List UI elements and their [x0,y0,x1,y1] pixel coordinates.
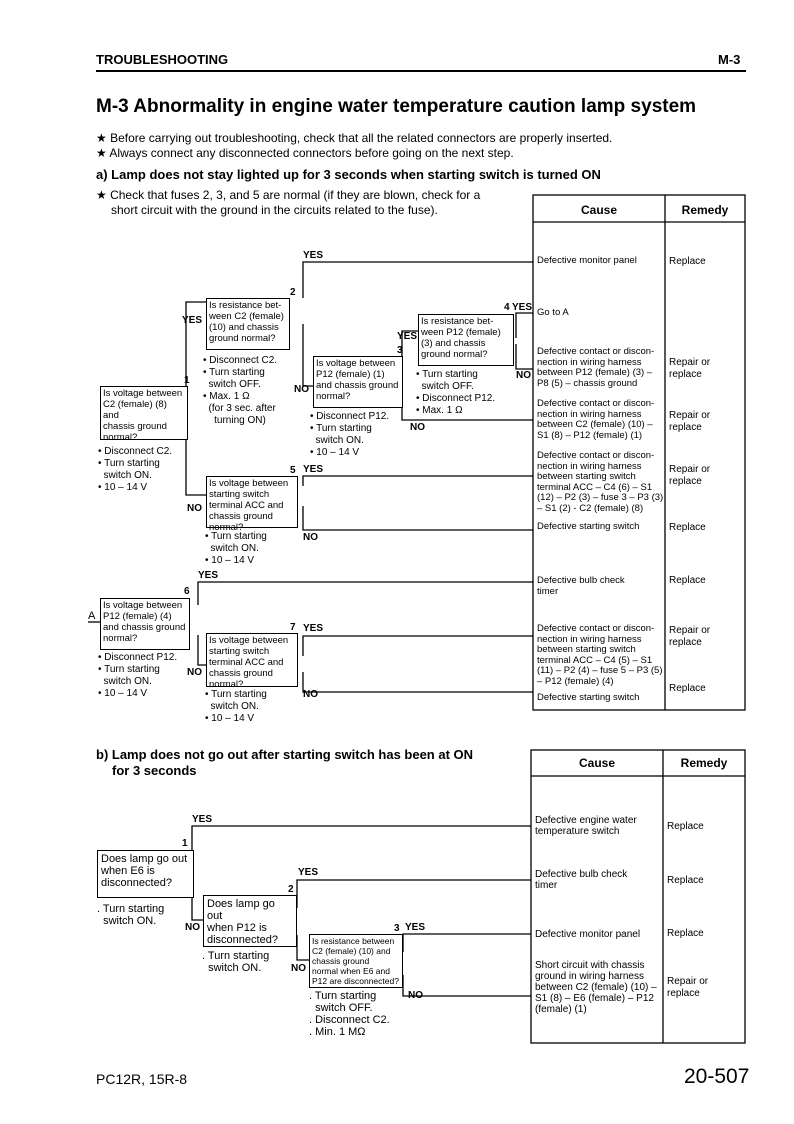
cause-a-9 [537,693,639,704]
no-label: NO [408,990,423,1001]
cause-line: Short circuit with chassis [535,960,645,971]
cause-line: nection in wiring harness [537,356,642,368]
yes-label: YES [198,570,219,581]
cause-b-4 [535,960,657,1015]
step-a2-conditions [203,355,277,427]
cond-line: switch ON. [98,470,152,481]
step-a3-conditions [310,411,389,459]
cond-line: switch ON. [310,435,364,446]
step-a1-number: 1 [184,375,190,386]
cond-line: . Turn starting [202,950,270,962]
step-a1-conditions [98,446,172,494]
section-b-title-2: for 3 seconds [112,763,197,778]
step-a4-question [418,314,514,366]
q-line: Is voltage between [103,600,183,611]
yes-label: YES [397,331,418,342]
note-1: ★ Before carrying out troubleshooting, check that all the related connectors are properly inserted. [96,131,613,145]
cause-line: between P12 (female) (3) – [537,367,653,378]
q-line: C2 (female) (8) and [103,399,167,421]
cause-line: temperature switch [535,826,620,837]
section-b-remedy-header: Remedy [680,756,728,770]
no-label: NO [291,963,306,974]
cause-b-3 [535,929,640,940]
header-right: M-3 [718,52,741,67]
cause-line: Defective contact or discon- [537,623,655,634]
step-b2-question [203,895,297,947]
section-a-title: a) Lamp does not stay lighted up for 3 seconds when starting switch is turned ON [96,167,601,182]
cause-line: (12) – P2 (3) – fuse 3 – P3 (3) [537,492,664,503]
step-a4-conditions [416,369,495,417]
no-label: NO [303,532,318,543]
cond-line: • Turn starting [310,423,372,434]
cond-line: • 10 – 14 V [98,482,148,493]
remedy-a-1 [669,256,706,268]
label-a: A [88,610,96,622]
cond-line: . Min. 1 MΩ [309,1026,366,1038]
remedy-a-3 [669,357,710,381]
q-line: C2 (female) (10) and [312,946,391,956]
q-line: disconnected? [101,877,172,889]
cause-line: timer [535,880,558,891]
remedy-a-5 [669,464,710,488]
q-line: normal when E6 and [312,966,390,976]
q-line: chassis ground [103,421,167,432]
step-b3-question [309,934,403,988]
remedy-line: replace [669,369,702,380]
cause-line: Defective engine water [535,815,637,826]
remedy-line: Replace [667,928,704,939]
remedy-line: replace [669,422,702,433]
q-line: Does lamp go out [101,853,188,865]
step-a3-question [313,356,403,408]
cond-line: switch ON. [205,543,259,554]
q-line: ween C2 (female) [209,311,284,322]
remedy-a-8 [669,625,710,649]
cond-line: • Disconnect P12. [416,393,496,404]
remedy-b-4 [667,976,708,1000]
cond-line: switch OFF. [416,381,474,392]
remedy-line: Repair or [669,357,711,368]
cond-line: . Disconnect C2. [309,1014,390,1026]
cond-line: turning ON) [203,415,266,426]
cause-line: S1 (8) – P12 (female) (1) [537,429,643,441]
q-line: when P12 is [207,922,267,934]
q-line: P12 are disconnected? [312,976,399,986]
remedy-a-9 [669,683,706,695]
yes-label: YES [182,315,203,326]
section-a-cause-header: Cause [580,203,618,217]
cause-line: timer [537,585,559,597]
step-a7-conditions [205,689,267,725]
q-line: terminal ACC and [209,500,284,511]
no-label: NO [410,422,425,433]
remedy-line: Repair or [669,625,711,636]
remedy-b-2 [667,875,704,887]
q-line: disconnected? [207,934,278,946]
cond-line: • Max. 1 Ω [416,405,463,416]
cond-line: • Turn starting [416,369,478,380]
cond-line: • Max. 1 Ω [203,391,250,402]
cond-line: • Disconnect P12. [98,652,178,663]
q-line: chassis ground [209,668,273,679]
step-a4-number: 4 [504,302,510,313]
yes-label: YES [405,922,426,933]
cause-line: ground in wiring harness [535,971,644,982]
remedy-line: Replace [669,256,706,267]
header-left: TROUBLESHOOTING [96,52,229,67]
no-label: NO [187,667,202,678]
no-label: NO [187,503,202,514]
yes-label: YES [303,464,324,475]
cause-line: S1 (8) – E6 (female) – P12 [535,993,654,1004]
cond-line: • Disconnect C2. [203,355,278,366]
step-a5-question [206,476,298,533]
cause-a-7 [537,576,625,597]
cond-line: • Disconnect P12. [310,411,390,422]
cond-line: • Turn starting [205,531,267,542]
cond-line: switch OFF. [309,1002,373,1014]
q-line: chassis ground [209,511,273,522]
q-line: ground normal? [421,349,488,360]
cond-line: switch ON. [97,915,157,927]
yes-label: YES [192,814,213,825]
cond-line: . Turn starting [97,903,165,915]
cause-line: Defective bulb check [535,869,628,880]
remedy-b-3 [667,928,704,940]
step-a7-question [206,633,298,690]
step-b1-conditions [97,903,164,927]
remedy-line: Replace [667,875,704,886]
step-a1-question [100,386,188,443]
cause-a-1 [537,256,637,267]
q-line: Is resistance between [312,936,395,946]
step-b2-number: 2 [288,884,294,895]
cause-a-5 [537,451,663,514]
step-b1-question [97,850,194,898]
cause-a-2 [537,308,569,319]
cause-line: Defective contact or discon- [537,398,655,409]
cause-b-1 [535,815,637,837]
cond-line: • Turn starting [98,458,160,469]
page-title: M-3 Abnormality in engine water temperature caution lamp system [96,96,697,117]
cause-line: between C2 (female) (10) – [537,419,653,430]
remedy-a-4 [669,410,710,434]
cond-line: switch ON. [98,676,152,687]
cause-line: Defective contact or discon- [537,450,655,461]
remedy-line: Replace [669,575,706,586]
cause-line: – S1 (2) - C2 (female) (8) [537,502,644,514]
q-line: normal? [103,432,138,443]
cause-line: Defective starting switch [537,521,640,532]
cause-line: – P12 (female) (4) [537,675,614,687]
no-label: NO [303,689,318,700]
cond-line: switch ON. [202,962,262,974]
step-a5-conditions [205,531,267,567]
remedy-b-1 [667,821,704,833]
cond-line: • Turn starting [98,664,160,675]
cond-line: • Disconnect C2. [98,446,173,457]
q-line: ground normal? [209,333,276,344]
q-line: and chassis ground [103,622,186,633]
q-line: chassis ground [312,956,370,966]
cause-line: nection in wiring harness [537,460,642,472]
cause-line: Defective monitor panel [535,929,641,940]
cause-line: nection in wiring harness [537,633,642,645]
remedy-line: Replace [669,683,706,694]
q-line: Is voltage between [103,388,183,399]
cause-a-6 [537,522,639,533]
step-a2-number: 2 [290,287,296,298]
step-b3-conditions [309,990,390,1038]
cause-line: between starting switch [537,471,636,482]
step-a6-conditions [98,652,177,700]
cond-line: • 10 – 14 V [205,713,255,724]
cause-a-8 [537,624,663,687]
section-b-cause-header: Cause [578,756,616,770]
note-2: ★ Always connect any disconnected connectors before going on the next step. [96,146,514,160]
q-line: P12 (female) (1) [316,369,385,380]
cond-line: switch ON. [205,701,259,712]
cond-line: • Turn starting [203,367,265,378]
section-b-title-1: b) Lamp does not go out after starting switch has been at ON [96,747,474,762]
yes-label: YES [512,302,533,313]
cause-line: P8 (5) – chassis ground [537,377,638,389]
yes-label: YES [303,623,324,634]
q-line: terminal ACC and [209,657,284,668]
step-b2-conditions [202,950,269,974]
section-a-remedy-header: Remedy [681,203,729,217]
cause-line: (female) (1) [535,1004,587,1015]
cond-line: switch OFF. [203,379,261,390]
cause-line: terminal ACC – C4 (5) – S1 [537,654,653,666]
cause-a-4 [537,399,654,441]
yes-label: YES [298,867,319,878]
cond-line: • 10 – 14 V [98,688,148,699]
cond-line: • 10 – 14 V [205,555,255,566]
q-line: ween P12 (female) [421,327,501,338]
cause-b-2 [535,869,627,891]
remedy-line: replace [667,988,700,999]
footer-model: PC12R, 15R-8 [96,1071,188,1087]
remedy-line: Replace [669,522,706,533]
cause-line: Defective monitor panel [537,255,637,266]
no-label: NO [294,384,309,395]
q-line: starting switch [209,646,270,657]
remedy-line: Repair or [669,410,711,421]
q-line: normal? [316,391,351,402]
step-a3-number: 3 [397,345,403,356]
footer-page-number: 20-507 [684,1065,750,1088]
section-a-check-1: ★ Check that fuses 2, 3, and 5 are normal (if they are blown, check for a [96,188,481,202]
section-a-check-2: short circuit with the ground in the circuits related to the fuse). [111,203,438,217]
q-line: P12 (female) (4) [103,611,172,622]
q-line: and chassis ground [316,380,399,391]
q-line: Is voltage between [316,358,396,369]
cause-line: Go to A [537,307,569,318]
q-line: Is voltage between [209,478,289,489]
yes-label: YES [303,250,324,261]
cause-line: between starting switch [537,644,636,655]
step-a6-number: 6 [184,586,190,597]
cause-line: nection in wiring harness [537,408,642,420]
q-line: Is voltage between [209,635,289,646]
step-a2-question [206,298,290,350]
remedy-line: Repair or [667,976,709,987]
step-a7-number: 7 [290,622,296,633]
cause-line: Defective starting switch [537,692,640,703]
step-b3-number: 3 [394,923,400,934]
q-line: normal? [209,679,244,690]
q-line: Does lamp go out [207,898,275,922]
cond-line: (for 3 sec. after [203,403,276,414]
no-label: NO [185,922,200,933]
step-a6-question [100,598,190,650]
q-line: Is resistance bet- [209,300,282,311]
cond-line: . Turn starting [309,990,377,1002]
q-line: (10) and chassis [209,322,279,333]
remedy-line: Repair or [669,464,711,475]
q-line: normal? [103,633,138,644]
cause-line: terminal ACC – C4 (6) – S1 [537,481,653,493]
cause-line: (11) – P2 (4) – fuse 5 – P3 (5) [537,665,663,676]
q-line: normal? [209,522,244,533]
remedy-a-6 [669,522,706,534]
cause-line: Defective bulb check [537,575,625,586]
q-line: when E6 is [101,865,155,877]
no-label: NO [516,370,531,381]
cause-line: Defective contact or discon- [537,346,655,357]
step-b1-number: 1 [182,838,188,849]
remedy-line: replace [669,637,702,648]
remedy-line: replace [669,476,702,487]
cause-line: between C2 (female) (10) – [535,982,657,993]
remedy-line: Replace [667,821,704,832]
cause-a-3 [537,347,654,389]
step-a5-number: 5 [290,465,296,476]
q-line: starting switch [209,489,270,500]
cond-line: • Turn starting [205,689,267,700]
remedy-a-7 [669,575,706,587]
cond-line: • 10 – 14 V [310,447,360,458]
q-line: Is resistance bet- [421,316,494,327]
q-line: (3) and chassis [421,338,486,349]
